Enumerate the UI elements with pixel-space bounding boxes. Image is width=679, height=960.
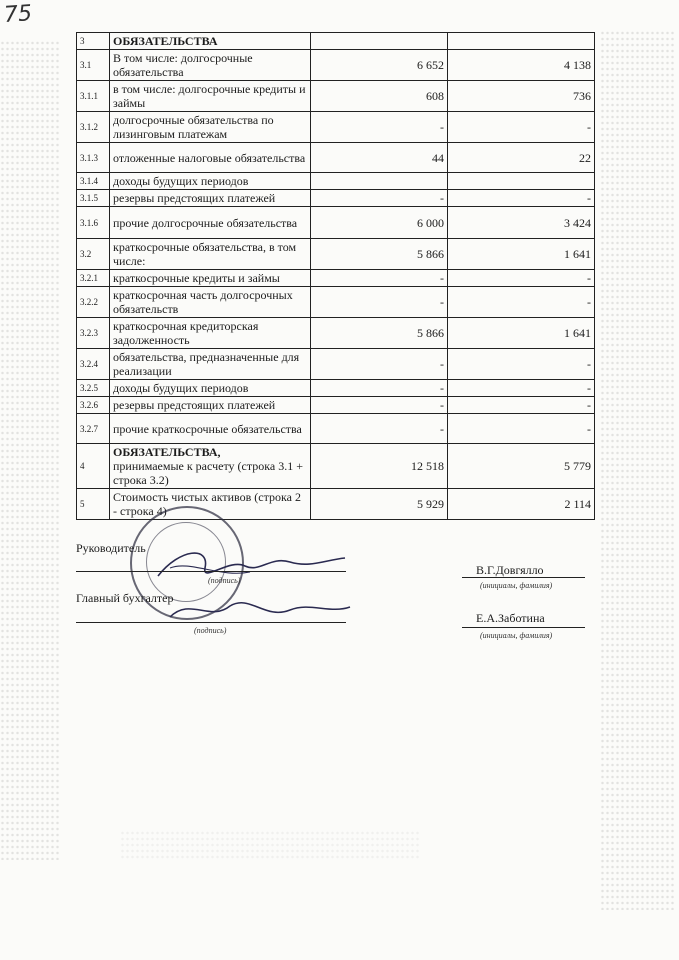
row-value-start: - [311,112,448,143]
table-row [77,143,595,173]
row-value-start: 5 866 [311,239,448,270]
row-code: 3.2.5 [77,380,110,397]
row-name: резервы предстоящих платежей [110,190,311,207]
scan-noise-right [600,30,675,910]
row-value-end: 736 [448,81,595,112]
row-value-start: - [311,287,448,318]
row-code: 3.1.3 [77,143,110,173]
row-value-end: - [448,397,595,414]
row-name: долгосрочные обязательства по лизинговым платежам [110,112,311,143]
row-value-end [448,33,595,50]
head-label: Руководитель [76,541,146,555]
row-code: 3.1.6 [77,207,110,239]
row-value-end: 4 138 [448,50,595,81]
table-row [77,349,595,380]
row-value-start: 608 [311,81,448,112]
row-name: Стоимость чистых активов (строка 2 - строка 4) [110,489,311,520]
row-code: 3.2.6 [77,397,110,414]
row-value-end: 1 641 [448,318,595,349]
row-value-start [311,173,448,190]
scan-noise-left [0,40,60,860]
row-code: 3.1.2 [77,112,110,143]
row-name: резервы предстоящих платежей [110,397,311,414]
row-value-start: 12 518 [311,444,448,489]
accountant-label: Главный бухгалтер [76,591,174,605]
head-signature [150,538,350,588]
row-code: 3.2.3 [77,318,110,349]
row-name: обязательства, предназначенные для реализации [110,349,311,380]
row-name: В том числе: долгосрочные обязательства [110,50,311,81]
row-name: в том числе: долгосрочные кредиты и займы [110,81,311,112]
scan-noise-bottom [120,830,420,860]
table-row [77,318,595,349]
table-row [77,173,595,190]
row-value-start: - [311,349,448,380]
row-value-end: 3 424 [448,207,595,239]
liabilities-table [76,32,595,520]
row-name: краткосрочная часть долгосрочных обязательств [110,287,311,318]
table-row [77,270,595,287]
head-name-line [462,577,585,578]
accountant-sign-line [76,622,346,623]
row-code: 3.2.7 [77,414,110,444]
row-code: 3.2.4 [77,349,110,380]
row-value-end [448,173,595,190]
row-value-start: - [311,190,448,207]
row-name-detail: принимаемые к расчету (строка 3.1 + строка 3.2) [113,459,303,487]
head-name-caption: (инициалы, фамилия) [480,581,553,590]
row-code: 3.1.1 [77,81,110,112]
row-code: 4 [77,444,110,489]
page-number: 75 [3,1,33,28]
table-row [77,81,595,112]
row-code: 3.1.5 [77,190,110,207]
row-value-end: - [448,349,595,380]
row-name: прочие долгосрочные обязательства [110,207,311,239]
head-name: В.Г.Довгялло [476,563,544,577]
row-value-start: 6 000 [311,207,448,239]
row-value-start: - [311,397,448,414]
row-value-end: 22 [448,143,595,173]
row-value-start [311,33,448,50]
row-value-end: - [448,380,595,397]
table-row [77,239,595,270]
row-name: ОБЯЗАТЕЛЬСТВА [110,33,311,50]
accountant-name-caption: (инициалы, фамилия) [480,631,553,640]
table-row [77,207,595,239]
row-code: 3.1.4 [77,173,110,190]
row-name [110,444,311,489]
row-value-start: - [311,270,448,287]
row-name-heading: ОБЯЗАТЕЛЬСТВА, [113,445,221,459]
head-sign-line [76,571,346,572]
row-name: краткосрочные кредиты и займы [110,270,311,287]
row-value-start: - [311,380,448,397]
row-code: 3.2.1 [77,270,110,287]
row-value-end: 2 114 [448,489,595,520]
row-name: краткосрочная кредиторская задолженность [110,318,311,349]
row-code: 3.1 [77,50,110,81]
table-row [77,397,595,414]
table-row [77,380,595,397]
accountant-sign-caption: (подпись) [194,626,227,635]
row-name: краткосрочные обязательства, в том числе: [110,239,311,270]
row-value-end: - [448,190,595,207]
table-row [77,50,595,81]
row-value-start: 5 866 [311,318,448,349]
table-row [77,444,595,489]
row-name: отложенные налоговые обязательства [110,143,311,173]
row-code: 3 [77,33,110,50]
row-value-end: - [448,112,595,143]
row-value-start: - [311,414,448,444]
head-sign-caption: (подпись) [208,576,241,585]
table-row [77,33,595,50]
row-code: 5 [77,489,110,520]
row-code: 3.2 [77,239,110,270]
row-value-end: 5 779 [448,444,595,489]
accountant-name-line [462,627,585,628]
row-name: доходы будущих периодов [110,380,311,397]
row-value-start: 5 929 [311,489,448,520]
row-value-end: - [448,414,595,444]
row-name: доходы будущих периодов [110,173,311,190]
row-value-start: 6 652 [311,50,448,81]
row-value-start: 44 [311,143,448,173]
table-row [77,112,595,143]
accountant-name: Е.А.Заботина [476,611,545,625]
table-row [77,190,595,207]
row-value-end: - [448,270,595,287]
row-value-end: 1 641 [448,239,595,270]
table-row [77,287,595,318]
row-code: 3.2.2 [77,287,110,318]
row-value-end: - [448,287,595,318]
row-name: прочие краткосрочные обязательства [110,414,311,444]
table-row [77,414,595,444]
